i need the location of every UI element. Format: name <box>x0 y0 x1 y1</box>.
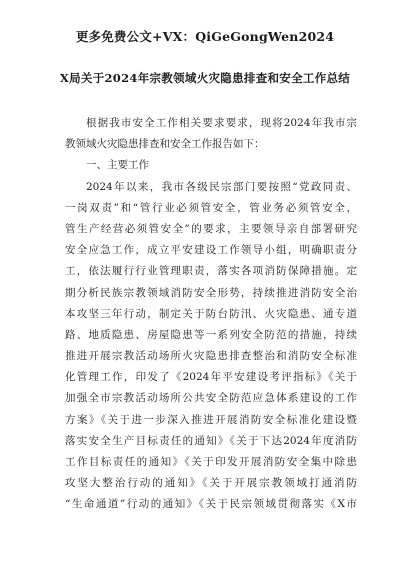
paragraph-line: 加强全市宗教活动场所公共安全防范应急体系建设的工作 <box>65 392 357 405</box>
paragraph-line: 方案》《关于进一步深入推进开展消防安全标准化建设暨 <box>65 413 357 426</box>
paragraph-line: 管生产经营必须管安全”的要求，主要领导亲自部署研究 <box>65 222 357 235</box>
paragraph-line: 本攻坚三年行动，制定关于防台防汛、火灾隐患、通专道 <box>65 307 357 320</box>
paragraph-line: 安全应急工作，成立平安建设工作领导小组，明确职责分 <box>65 244 357 257</box>
paragraph-line: 一岗双责”和“管行业必须管安全，管业务必须管安全， <box>65 201 357 214</box>
paragraph-line: “生命通道”行动的通知》《关于民宗领域贯彻落实《X市 <box>65 498 357 511</box>
paragraph-line: 化管理工作，印发了《2024年平安建设考评指标》《关于 <box>65 371 357 384</box>
paragraph-line: 2024年以来，我市各级民宗部门要按照“党政同责、 <box>86 180 357 193</box>
paragraph-line: 期分析民族宗教领域消防安全形势，持续推进消防安全治 <box>65 286 357 299</box>
intro-line: 教领域火灾隐患排查和安全工作报告如下： <box>65 138 265 151</box>
intro-line: 根据我市安全工作相关要求要求，现将2024年我市宗 <box>86 117 357 129</box>
header-note: 更多免费公文+VX：QiGeGongWen2024 <box>75 29 335 44</box>
paragraph-line: 工作目标责任的通知》《关于印发开展消防安全集中除患 <box>65 456 357 468</box>
paragraph-line: 路、地质隐患、房屋隐患等一系列安全防范的措施，持续 <box>65 328 357 341</box>
document-title: X局关于2024年宗教领域火灾隐患排查和安全工作总结 <box>59 71 351 85</box>
paragraph-line: 工，依法履行行业管理职责，落实各项消防保障措施。定 <box>65 265 357 278</box>
paragraph-line: 落实安全生产目标责任的通知》《关于下达2024年度消防 <box>65 434 357 447</box>
paragraph-line: 攻坚大整治行动的通知》《关于开展宗教领域打通消防 <box>65 477 357 490</box>
paragraph-line: 推进开展宗教活动场所火灾隐患排查整治和消防安全标准 <box>65 350 357 363</box>
section-heading: 一、主要工作 <box>86 159 149 172</box>
document-body <box>65 113 357 516</box>
